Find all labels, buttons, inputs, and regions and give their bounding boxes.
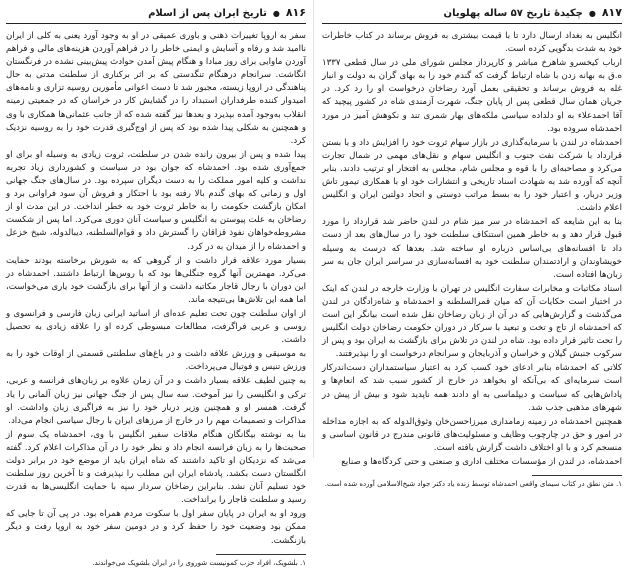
- footnote: ۱. بلشویک، افراد حزب کمونیست شوروی را در ایران بلشویک می‌خواندند.: [92, 558, 306, 567]
- body-text: [322, 30, 622, 469]
- paragraph: همچنین احمدشاه در زمینه زمامداری میرزاحسن‌خان وثوق‌الدوله که به اجازه مداخله در امور و حق در چارچوب وظایف و مسئولیت‌های قانونی مندرج در قانون اساسی و منسجم کرد و با او اختلاف داشت گزارش یافته است.: [322, 416, 622, 453]
- paragraph: بسیار مورد علاقه قرار داشت و از گروهی که به شورش برخاسته بودند حمایت می‌کرد. مهمترین آنها گروه جنگلی‌ها بود که با روس‌ها ارتباط داشتند. احمدشاه در این دوران با رجال قاجار مکاتبه داشت و از آنها برای بازگشت خود یاری می‌خواست، اما همه این تلاش‌ها بی‌نتیجه ماند.: [6, 255, 306, 305]
- running-title: چکیدهٔ تاریخ ۵۷ ساله پهلویان: [443, 8, 583, 19]
- paragraph: احمدشاه در لندن با سرمایه‌گذاری در بازار سهام ثروت خود را افزایش داد و با بستن قرارداد با شرکت نفت جنوب و انگلیس سهام و نقل‌های مهمی در شمال تجارت می‌کرد و مصاحبه‌ای را با قوه و مجلس شام، مجلس به افتخار او ترتیب دادند. بنابر آنچه که آورده شد به شهادت اسناد تاریخی و انتشارات خود او با همکاری تیمور تاش وزیر دربار، و اعتبار خود را به بسط مراتب دوستی و اتحاد دولتین ایران و انگلیس اعلام داشت.: [322, 137, 622, 214]
- paragraph: کلاتی که احمدشاه بنابر ادعای خود کسب کرد به اعتبار سیاستمداران دست‌اندرکار است سرمایه‌ای که بی‌آنکه او بخواهد در خارج از کشور سبب شد که انعام‌ها و پاداش‌هایی که سیاست و دیپلماسی به او دادند همه ناپدید شود و بیش از پیش در شهرهای مذهبی جذب شد.: [322, 363, 622, 413]
- paragraph: به چنین لطیف علاقه بسیار داشت و در آن زمان علاوه بر زبان‌های فرانسه و عربی، ترکی و انگلیسی را نیز آموخت. سه سال پس از جنگ جهانی نیز زبان آلمانی را یاد گرفت. همسر او و همچنین وزیر دربار خود را نیز به فراگیری زبان واداشت. او مذاکرات و تصمیمات مهم را در خارج از مرزهای ایران با رجال سیاسی انجام می‌داد.: [6, 376, 306, 426]
- page-gutter: [313, 0, 314, 458]
- footnote-divider: [216, 554, 306, 555]
- paragraph: از اوان سلطنت چون تحت تعلیم عده‌ای از اساتید ایرانی زبان فارسی و فرانسوی و روسی و عربی فراگرفت، مطالعات مبسوطی کرده او را علاقه زیادی به تحصیل داشت.: [6, 308, 306, 346]
- page-header: [6, 6, 306, 24]
- paragraph: سفر به اروپا تغییرات ذهنی و باوری عمیقی در او به وجود آورد یعنی به کلی از ایران ناامید شد و رفاه و آسایش و ایمنی خاطر را در فراهم آوردن هزینه‌های مالی و فراهم آوردن ماوایی برای روز مبادا و هنگام پیش آمدن حوادث پیش‌بینی نشده در فرنگستان انگاشت. سرانجام درهنگام تنگدستی که بر اثر برکناری از سلطنت مدتی به حال پناهندگی در اروپا زیسته، مجبور شد تا دست اعوانی مأمورین روسیه تزاری و نامه‌های امیدوار کننده طرفداران استبداد را در گشایش کار در خراسان که در جمعیتی زمینه انقلاب به‌وجود آمده بپذیرد و بعدها نیز گفته شده که از جانب عثمانی‌ها همکاری با وی و همچنین به شکلی پیدا شده بود که پس از اوج‌گیری قدرت خود را به روسیه نزدیک کرد.: [6, 31, 306, 146]
- left-page: [6, 6, 306, 567]
- running-title: تاریخ ایران پس از اسلام: [148, 8, 267, 19]
- body-text: [6, 30, 306, 548]
- header-bullet-icon: ●: [272, 9, 280, 18]
- footnote-divider: [532, 475, 622, 476]
- footnote: ۱. متن نطق در کتاب سیمای واقعی احمدشاه توسط زنده یاد دکتر جواد شیخ‌الاسلامی آورده شده است.: [324, 480, 622, 489]
- paragraph: انگلیس به بغداد ارسال دارد تا با قیمت بیشتری به فروش برساند در کتاب خاطرات خود به شدت بدگویی کرده است.: [322, 31, 622, 55]
- paragraph: ارباب کیخسرو شاهرخ مباشر و کارپرداز مجلس شورای ملی در سال قطعی ۱۳۳۷ ه.ق به بهانه زدن با شاه ارتباط گرفت که گندم خود را به بهای گران به دولت و انبار غله به فروش برساند و تحقیقی بعمل آورد رضاخان درخواست او را رد کرد. در جریان همان سال قطعی پس از پایان جنگ، شهرت آزمندی شاه در کشور پیچید که آقا احمدعلاء به او دلداده سیاسی ملکه‌های بهار شمری تند و نکوهش آمیز در مورد احمدشاه سروده بود.: [322, 58, 622, 134]
- paragraph: اسناد مکاتبات و مخابرات سفارت انگلیس در تهران با وزارت خارجه در لندن که اینک در اختیار است حکایات آن که میان قمرالسلطنه و احمدشاه و شاه‌زادگان در لندن می‌گذشت و گزارش‌هایی که در آن از زبان رضاخان نقل شده است بیانگر این است که احمدشاه از تاج و تخت و تبعید با سرکار در دوران حکومت رضاخان دولت انگلیس را تحت تاثیر قرار داده بود. شاه در لندن در تلاش برای بازگشت به ایران بود و پس از سرکوب جنبش گیلان و خراسان و آذربایجان و سرانجام درخواست او را نپذیرفتند.: [322, 283, 622, 360]
- paragraph: بنا به نوشته بیگانگان هنگام ملاقات سفیر انگلیس با وی، احمدشاه یک سوم از صحبت‌ها را به زبان فرانسه انجام داد و نظر خود را در آن مذاکرات اعلام کرد. گفته می‌شد که نزدیکان او تاکید داشتند که شاه ایران باید از موضع خود در برابر دولت انگلستان دست بکشد. پادشاه ایران این مطلب را نپذیرفت و تا آخرین روز سلطنت خود تسلیم آنان نشد. بنابراین رضاخان سردار سپه با حمایت انگلیسی‌ها به قدرت رسید و سلطنت قاجار را برانداخت.: [6, 429, 306, 506]
- page-number: ۸۱۷: [601, 6, 622, 19]
- paragraph: ورود او به ایران در پایان سفر اول با سکوت مردم همراه بود. در پی آن تا جایی که ممکن بود وضعیت خود را حفظ کرد و در دومین سفر خود به اروپا رفت و دیگر بازنگشت.: [6, 509, 306, 546]
- header-bullet-icon: ●: [588, 9, 596, 18]
- paragraph: به موسیقی و ورزش علاقه داشت و در باغ‌های سلطنتی قسمتی از اوقات خود را به ورزش تنیس و فوتبال می‌پرداخت.: [6, 349, 306, 373]
- page-header: [322, 6, 622, 24]
- paragraph: بنا به این شایعه که احمدشاه در سر میز شام در لندن حاضر شد قرارداد را مورد قبول قرار دهد و به خاطر همین استنکاف سلطنت خود را در سال‌های بعد از دست داد تا افسانه‌های بی‌اساس درباره او ساخته شد. بعدها که درست به وسیله خویشاوندان و ارادتمندان سلطنت خود به افسانه‌سازی در سراسر ایران جان به سر زبان‌ها افتاده است.: [322, 217, 622, 280]
- paragraph: پیدا شده و پس از بیرون رانده شدن در سلطنت، ثروت زیادی به وسیله او برای او جمع‌آوری شده بود. احمدشاه که جوان بود در سیاست و کشورداری زیاد تجربه نداشت و کلیه امور مملکت را به دست دیگران سپرده بود. در سال‌های جنگ جهانی اول و زمانی که بهای گندم بالا رفته بود با احتکار و فروش آن سود فراوانی برد و امکان بازگشت حکومت را به خاطر ثروت خود به خطر انداخت. در این مدت او از رضاخان به علت پیوستن به انگلیس و سیاست آنان دوری می‌کرد. اما پس از شکست مشروطه‌خواهان نفوذ قزاقان را گسترش داد و قوام‌السلطنه، دیبالدوله، شیخ خزعل و احمدشاه را از میدان به در کرد.: [6, 149, 306, 252]
- page-number: ۸۱۶: [285, 6, 306, 19]
- paragraph: احمدشاه، در لندن از مؤسسات مختلف اداری و صنعتی و حتی کردگاه‌ها و صنایع: [341, 457, 622, 467]
- right-page: [322, 6, 622, 489]
